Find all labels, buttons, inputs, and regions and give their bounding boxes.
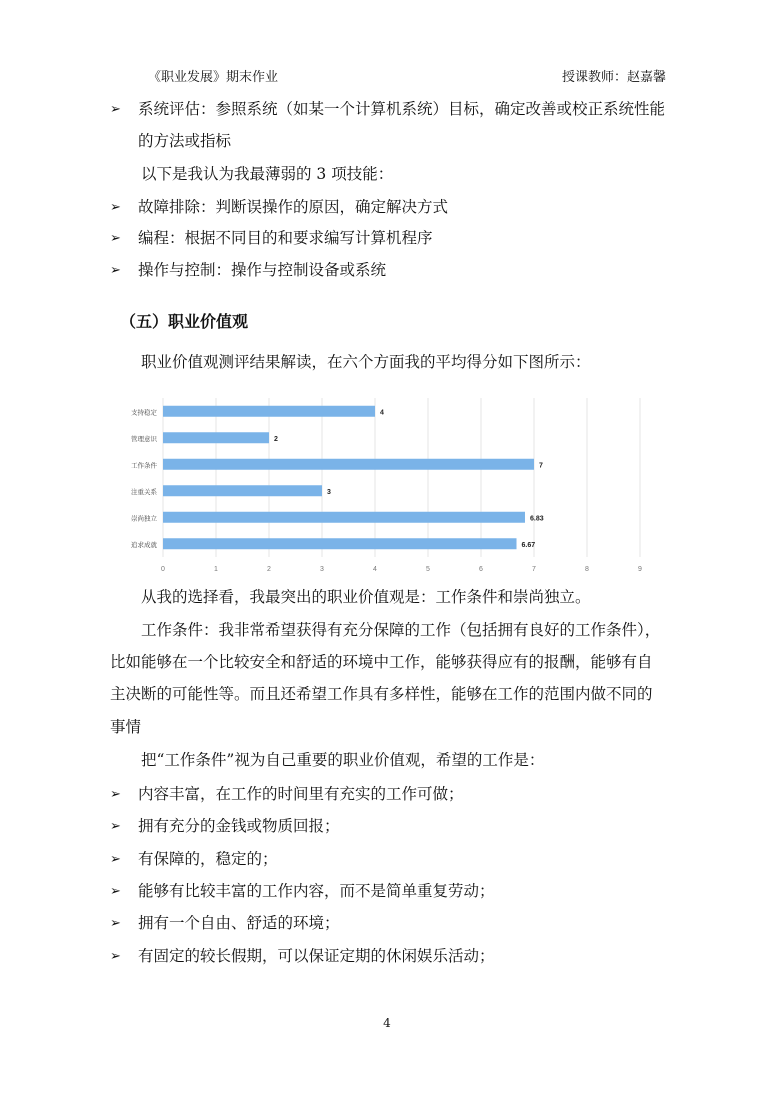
bullet-marker: ➢ [110, 949, 121, 964]
paragraph-line: 比如能够在一个比较安全和舒适的环境中工作，能够获得应有的报酬，能够有自 [110, 653, 653, 671]
bar-value-label: 6.67 [521, 541, 536, 549]
paragraph-line: 事情 [110, 718, 142, 736]
paragraph-line: 主决断的可能性等。而且还希望工作具有多样性，能够在工作的范围内做不同的 [110, 685, 653, 703]
bar [163, 485, 322, 496]
weak-skills-intro: 以下是我认为我最薄弱的 3 项技能： [141, 165, 394, 183]
bar-value-label: 6.83 [529, 515, 544, 523]
wish-item: 有固定的较长假期，可以保证定期的休闲娱乐活动； [138, 947, 495, 965]
category-label: 工作条件 [131, 461, 157, 470]
bullet-marker: ➢ [110, 884, 121, 899]
bar-value-label: 4 [380, 409, 384, 417]
x-tick-label: 3 [320, 566, 324, 573]
system-eval-line1: 系统评估：参照系统（如某一个计算机系统）目标，确定改善或校正系统性能 [138, 100, 666, 118]
bar [163, 512, 525, 523]
bar [163, 459, 534, 470]
x-tick-label: 6 [479, 566, 483, 573]
bar [163, 538, 517, 549]
paragraph-intro: 把“工作条件”视为自己重要的职业价值观，希望的工作是： [141, 751, 545, 769]
paragraph-line: 工作条件：我非常希望获得有充分保障的工作（包括拥有良好的工作条件）， [141, 621, 661, 639]
weak-skill-item: 操作与控制：操作与控制设备或系统 [138, 261, 387, 279]
weak-skill-item: 故障排除：判断误操作的原因，确定解决方式 [138, 198, 449, 216]
x-tick-label: 9 [638, 566, 642, 573]
x-tick-label: 2 [267, 566, 271, 573]
weak-skill-item: 编程：根据不同目的和要求编写计算机程序 [138, 229, 433, 247]
bullet-marker: ➢ [110, 200, 121, 215]
wish-item: 拥有一个自由、舒适的环境； [138, 914, 340, 932]
category-label: 管理意识 [131, 434, 157, 443]
values-bar-chart [110, 392, 670, 573]
category-label: 崇尚独立 [131, 514, 157, 523]
bullet-marker: ➢ [110, 916, 121, 931]
x-tick-label: 7 [532, 566, 536, 573]
x-tick-label: 4 [373, 566, 377, 573]
x-tick-label: 5 [426, 566, 430, 573]
paragraph-summary: 从我的选择看，我最突出的职业价值观是：工作条件和崇尚独立。 [141, 588, 591, 606]
bullet-marker: ➢ [110, 787, 121, 802]
system-eval-line2: 的方法或指标 [138, 132, 232, 150]
wish-item: 内容丰富，在工作的时间里有充实的工作可做； [138, 785, 464, 803]
x-tick-label: 0 [161, 566, 165, 573]
chart-intro: 职业价值观测评结果解读，在六个方面我的平均得分如下图所示： [141, 353, 591, 371]
bar [163, 406, 375, 417]
page-number: 4 [383, 1016, 391, 1030]
bar-value-label: 3 [327, 488, 331, 496]
bullet-marker: ➢ [110, 819, 121, 834]
category-label: 注重关系 [131, 487, 157, 496]
header-teacher: 授课教师：赵嘉馨 [561, 70, 666, 85]
bullet-marker: ➢ [110, 263, 121, 278]
bullet-marker: ➢ [110, 102, 121, 117]
x-tick-label: 8 [585, 566, 589, 573]
category-label: 追求成就 [131, 540, 157, 549]
bullet-marker: ➢ [110, 852, 121, 867]
wish-item: 有保障的，稳定的； [138, 850, 278, 868]
bar [163, 432, 269, 443]
bar-value-label: 2 [274, 435, 278, 443]
wish-item: 能够有比较丰富的工作内容，而不是简单重复劳动； [138, 882, 495, 900]
wish-item: 拥有充分的金钱或物质回报； [138, 817, 340, 835]
section-title: （五）职业价值观 [120, 312, 249, 331]
bullet-marker: ➢ [110, 231, 121, 246]
bar-value-label: 7 [539, 462, 543, 470]
x-tick-label: 1 [214, 566, 218, 573]
category-label: 支持稳定 [131, 408, 157, 417]
header-course-title: 《职业发展》期末作业 [148, 70, 279, 85]
